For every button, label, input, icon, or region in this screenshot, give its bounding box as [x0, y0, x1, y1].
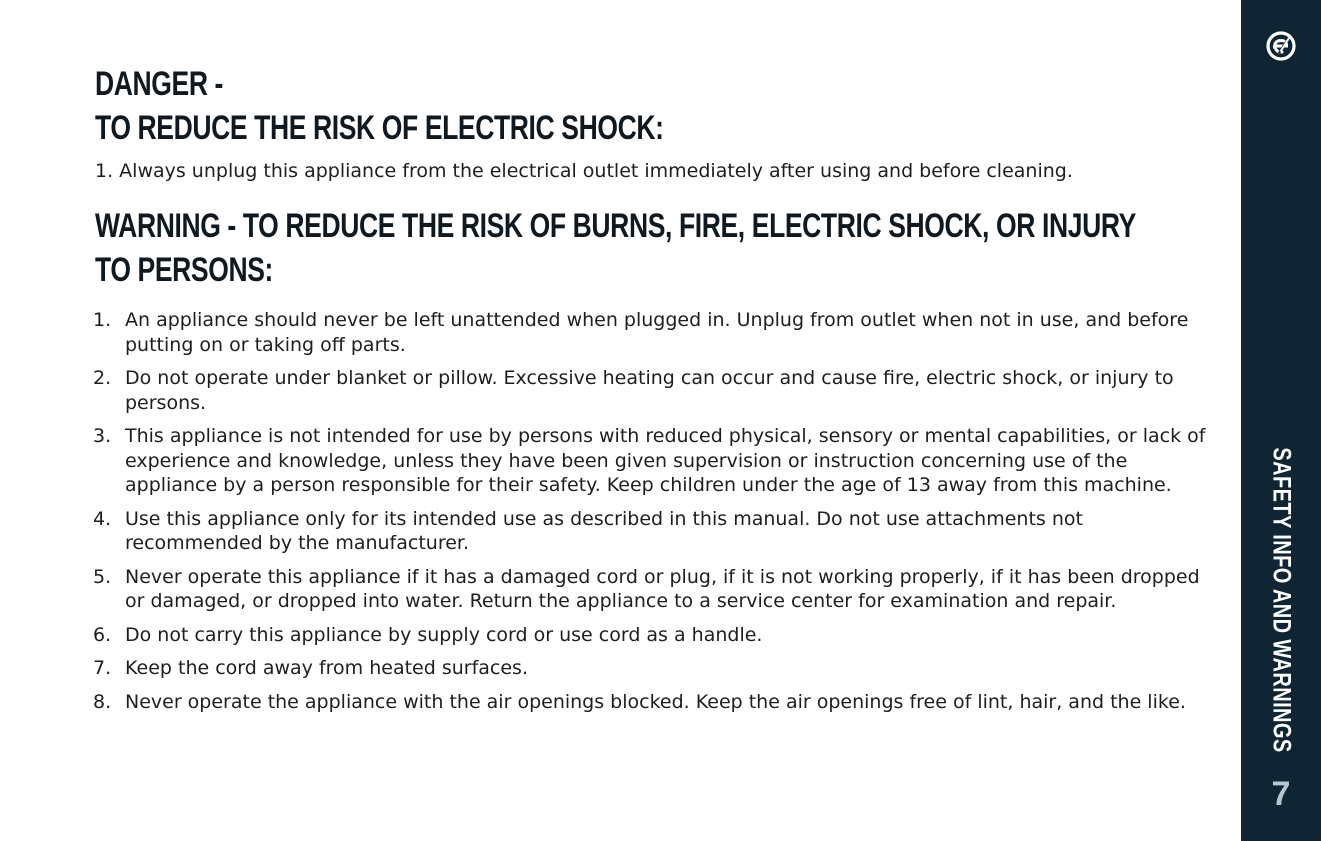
page-number: 7: [1271, 775, 1291, 813]
warning-list: [95, 308, 1215, 714]
item-text: An appliance should never be left unattended when plugged in. Unplug from outlet when not in use, and before putting on or taking off parts.: [125, 309, 1189, 356]
item-number: 6.: [93, 623, 112, 646]
warning-item: [95, 690, 1215, 715]
item-number: 7.: [93, 657, 112, 679]
item-text: Do not carry this appliance by supply cord or use cord as a handle.: [125, 623, 763, 646]
item-text: Never operate this appliance if it has a damaged cord or plug, if it is not working properly, if it has been dropped or damaged, or dropped into water. Return the appliance to a service center for examination and repair.: [125, 565, 1200, 612]
item-text: Keep the cord away from heated surfaces.: [125, 657, 528, 679]
item-number: 3.: [93, 425, 112, 447]
item-text: Never operate the appliance with the air openings blocked. Keep the air openings free of lint, hair, and the like.: [125, 690, 1186, 713]
warning-item: [95, 656, 1215, 681]
item-text: This appliance is not intended for use by persons with reduced physical, sensory or mental capabilities, or lack of experience and knowledge, unless they have been given supervision or instruction concerning use of the appliance by a person responsible for their safety. Keep children under the age of 13 away from this machine.: [125, 425, 1206, 496]
warning-heading-line2: TO PERSONS:: [95, 251, 273, 289]
warning-heading-line1: WARNING - TO REDUCE THE RISK OF BURNS, FIRE, ELECTRIC SHOCK, OR INJURY: [95, 207, 1136, 245]
danger-heading-line1: DANGER -: [95, 65, 224, 103]
warning-item: [95, 424, 1215, 498]
warning-item: [95, 565, 1215, 614]
item-number: 5.: [93, 565, 112, 588]
warning-item: [95, 308, 1215, 357]
section-title-text: SAFETY INFO AND WARNINGS: [1267, 447, 1296, 753]
danger-heading: [95, 62, 969, 150]
warning-item: [95, 507, 1215, 556]
danger-item: 1. Always unplug this appliance from the electrical outlet immediately after using and before cleaning.: [95, 160, 1073, 182]
item-text: Use this appliance only for its intended use as described in this manual. Do not use attachments not recommended by the manufacturer.: [125, 507, 1083, 554]
section-title: [1267, 409, 1296, 790]
item-number: 8.: [93, 690, 112, 713]
warning-item: [95, 623, 1215, 648]
brand-logo-icon: [1265, 30, 1297, 62]
item-number: 4.: [93, 507, 112, 530]
warning-heading: [95, 204, 1136, 292]
item-number: 1.: [93, 309, 112, 331]
item-text: Do not operate under blanket or pillow. Excessive heating can occur and cause fire, electric shock, or injury to persons.: [125, 367, 1174, 414]
danger-heading-line2: TO REDUCE THE RISK OF ELECTRIC SHOCK:: [95, 109, 664, 147]
warning-item: [95, 366, 1215, 415]
page-content: [95, 62, 1215, 723]
item-number: 2.: [93, 367, 112, 389]
sidebar: [1241, 0, 1321, 841]
